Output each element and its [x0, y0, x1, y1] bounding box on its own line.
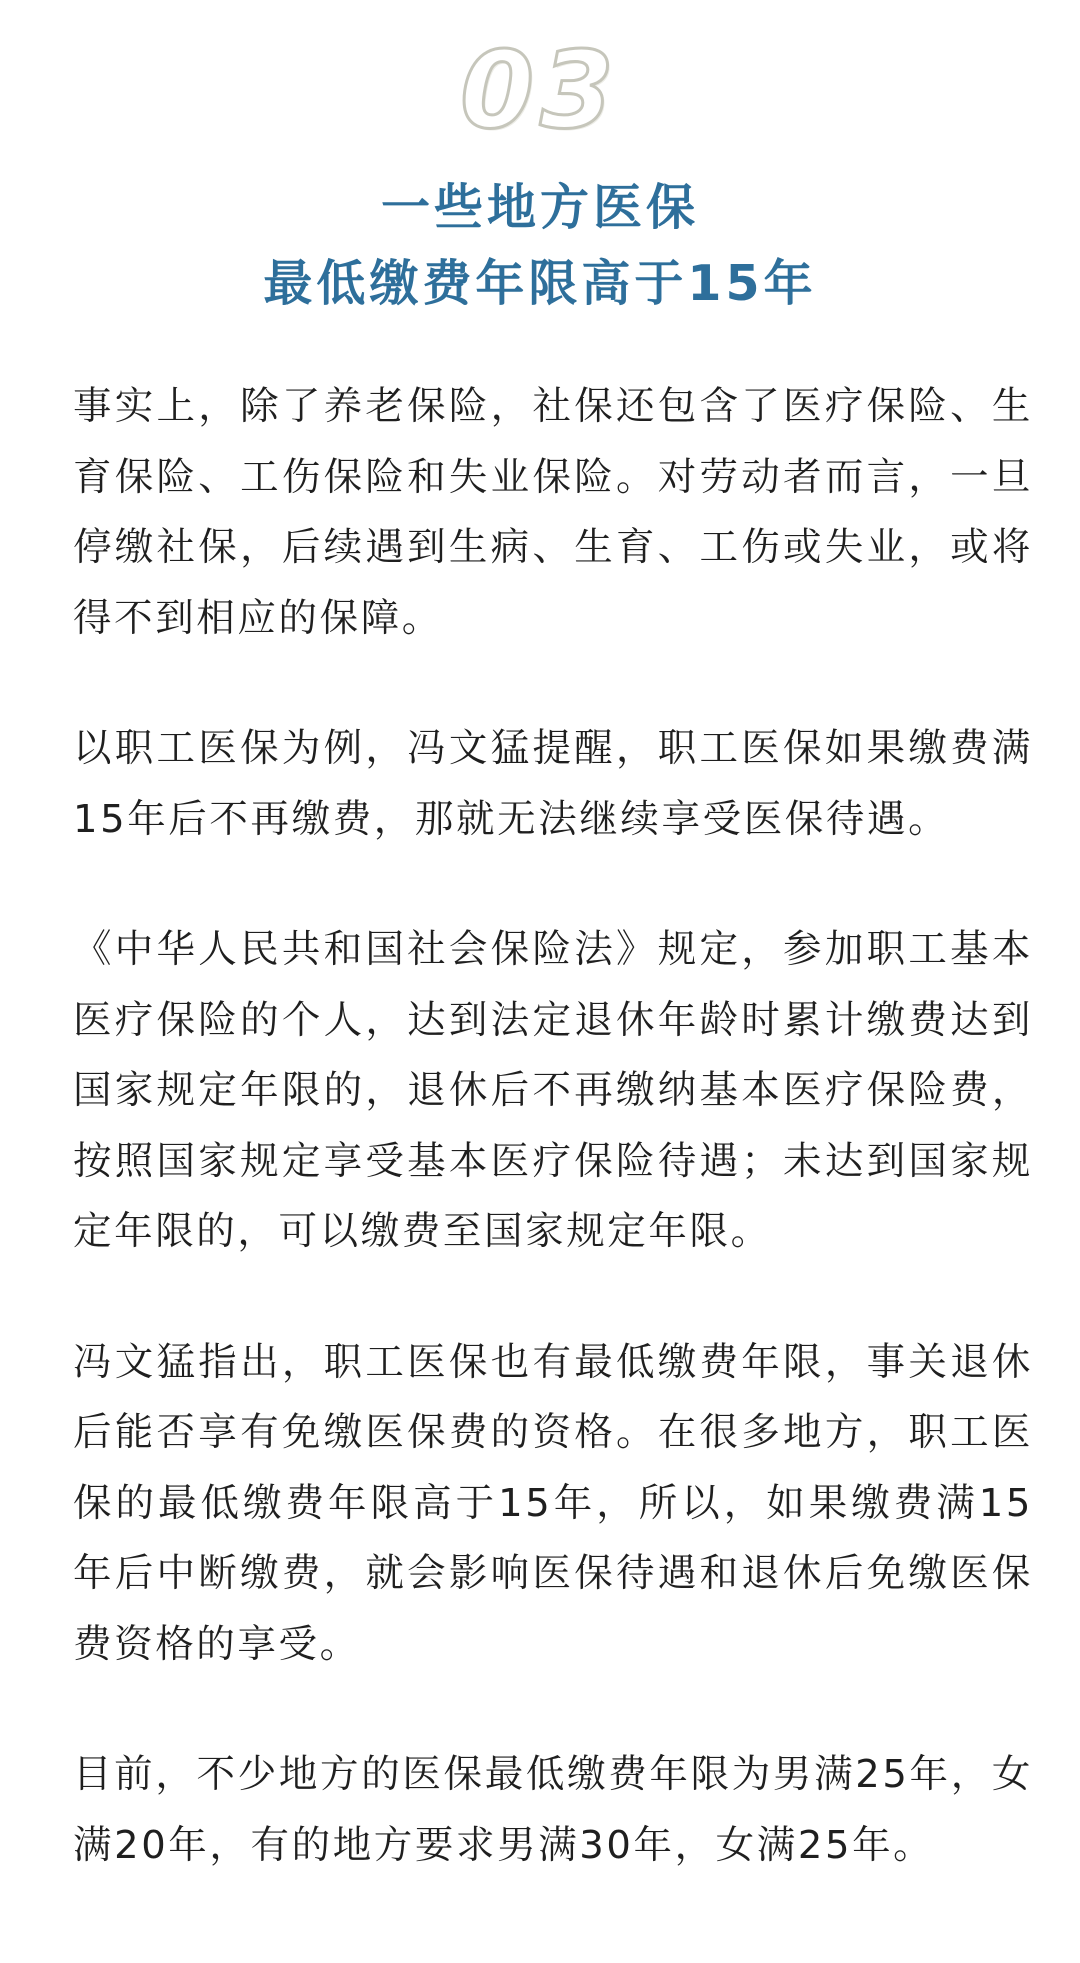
- section-header: [0, 29, 1080, 322]
- paragraph-5: 目前，不少地方的医保最低缴费年限为男满25年，女满20年，有的地方要求男满30年，女满25年。: [73, 1752, 1033, 1868]
- paragraph-4: 冯文猛指出，职工医保也有最低缴费年限，事关退休后能否享有免缴医保费的资格。在很多地方，职工医保的最低缴费年限高于15年，所以，如果缴费满15年后中断缴费，就会影响医保待遇和退休后免缴医保费资格的享受。: [73, 1339, 1033, 1667]
- paragraph-3: 《中华人民共和国社会保险法》规定，参加职工基本医疗保险的个人，达到法定退休年龄时累计缴费达到国家规定年限的，退休后不再缴纳基本医疗保险费，按照国家规定享受基本医疗保险待遇；未达到国家规定年限的，可以缴费至国家规定年限。: [73, 927, 1033, 1254]
- section-number: 03: [460, 29, 620, 152]
- section-title-line-1: 一些地方医保: [380, 179, 699, 236]
- section-title-line-2: 最低缴费年限高于15年: [263, 255, 817, 312]
- paragraph-1: 事实上，除了养老保险，社保还包含了医疗保险、生育保险、工伤保险和失业保险。对劳动者而言，一旦停缴社保，后续遇到生病、生育、工伤或失业，或将得不到相应的保障。: [73, 384, 1033, 641]
- article-body: [73, 372, 1033, 1941]
- paragraph-2: 以职工医保为例，冯文猛提醒，职工医保如果缴费满15年后不再缴费，那就无法继续享受医保待遇。: [73, 726, 1033, 842]
